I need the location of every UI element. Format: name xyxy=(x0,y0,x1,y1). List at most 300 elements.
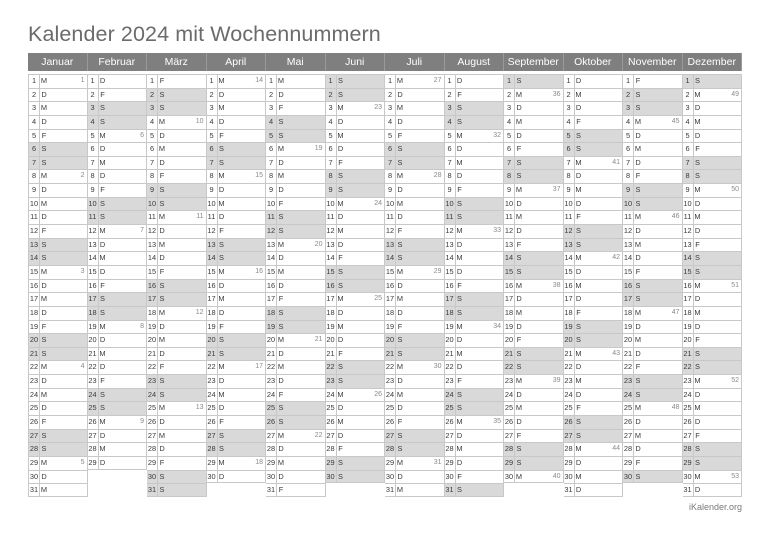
weekday-label: S xyxy=(41,144,47,154)
day-cell xyxy=(623,129,683,143)
weekday-label: M xyxy=(694,280,701,290)
day-cell xyxy=(147,483,207,497)
day-cell xyxy=(147,251,207,265)
day-number: 19 xyxy=(683,321,694,334)
day-cell xyxy=(326,238,386,252)
day-number: 11 xyxy=(29,211,40,224)
week-number: 46 xyxy=(671,213,680,221)
weekday-label: S xyxy=(159,89,165,99)
day-number: 15 xyxy=(623,266,634,279)
weekday-label: M xyxy=(99,417,106,427)
day-number: 18 xyxy=(623,307,634,320)
day-number: 4 xyxy=(385,116,396,129)
weekday-label: F xyxy=(516,239,522,249)
day-cell xyxy=(445,374,505,388)
day-number: 12 xyxy=(326,225,337,238)
weekday-label: F xyxy=(457,185,462,195)
day-number: 25 xyxy=(207,402,218,415)
day-cell xyxy=(326,142,386,156)
day-number: 10 xyxy=(326,198,337,211)
day-number: 3 xyxy=(88,102,99,115)
month-header: August xyxy=(445,53,505,71)
weekday-label: M xyxy=(218,76,225,85)
day-number: 19 xyxy=(326,321,337,334)
weekday-label: S xyxy=(516,253,522,263)
weekday-label: S xyxy=(219,348,224,358)
month-header: Mai xyxy=(266,53,326,71)
weekday-label: D xyxy=(694,485,701,495)
day-number: 26 xyxy=(683,416,694,429)
day-number: 25 xyxy=(29,402,40,415)
week-number: 26 xyxy=(374,390,382,398)
day-number: 16 xyxy=(266,280,277,293)
weekday-label: M xyxy=(634,403,642,413)
day-number: 6 xyxy=(623,143,634,156)
weekday-label: M xyxy=(337,226,344,236)
day-number: 10 xyxy=(385,198,396,211)
day-cell xyxy=(207,265,267,279)
day-cell xyxy=(326,470,386,484)
day-number: 1 xyxy=(29,75,40,88)
day-cell xyxy=(385,224,445,238)
day-cell xyxy=(207,279,267,293)
day-cell xyxy=(147,306,207,320)
day-cell xyxy=(564,483,624,497)
weekday-label: D xyxy=(456,266,463,276)
month-column xyxy=(326,53,386,497)
weekday-label: M xyxy=(634,116,642,126)
day-cell xyxy=(147,142,207,156)
day-number: 20 xyxy=(683,334,694,347)
month-header: Oktober xyxy=(564,53,624,71)
day-cell xyxy=(683,265,743,279)
day-number: 17 xyxy=(683,293,694,306)
day-number: 9 xyxy=(326,184,337,197)
weekday-label: S xyxy=(338,471,343,481)
day-cell xyxy=(623,115,683,129)
day-cell xyxy=(564,470,624,484)
day-cell xyxy=(683,197,743,211)
day-cell xyxy=(88,429,148,443)
day-cell xyxy=(385,115,445,129)
weekday-label: S xyxy=(457,103,462,113)
day-cell xyxy=(266,88,326,102)
weekday-label: M xyxy=(515,403,523,413)
day-number: 20 xyxy=(266,334,277,347)
weekday-label: M xyxy=(40,485,48,495)
day-number: 22 xyxy=(683,361,694,374)
day-number: 21 xyxy=(504,348,515,361)
day-cell xyxy=(445,401,505,415)
weekday-label: D xyxy=(159,348,165,358)
day-number: 11 xyxy=(385,211,396,224)
weekday-label: S xyxy=(397,144,403,154)
day-cell xyxy=(207,197,267,211)
day-cell xyxy=(207,251,267,265)
day-number: 18 xyxy=(266,307,277,320)
weekday-label: F xyxy=(397,321,403,331)
weekday-label: D xyxy=(516,321,522,331)
day-number: 19 xyxy=(385,321,396,334)
weekday-label: D xyxy=(516,389,522,399)
day-cell xyxy=(385,320,445,334)
day-cell xyxy=(207,401,267,415)
day-number: 24 xyxy=(266,389,277,402)
weekday-label: F xyxy=(635,362,641,372)
day-cell xyxy=(623,88,683,102)
day-number: 17 xyxy=(326,293,337,306)
day-number: 30 xyxy=(504,471,514,481)
weekday-label: S xyxy=(219,335,224,345)
weekday-label: M xyxy=(337,294,344,304)
day-cell xyxy=(88,388,148,402)
weekday-label: M xyxy=(694,376,701,386)
day-cell xyxy=(207,347,267,361)
week-number: 38 xyxy=(552,281,561,289)
day-cell xyxy=(266,292,326,306)
day-cell xyxy=(207,388,267,402)
day-cell xyxy=(28,251,88,265)
weekday-label: S xyxy=(41,239,47,249)
day-number: 14 xyxy=(147,252,158,265)
weekday-label: D xyxy=(575,103,582,113)
weekday-label: D xyxy=(278,471,284,481)
weekday-label: D xyxy=(159,444,165,454)
day-cell xyxy=(385,360,445,374)
day-number: 17 xyxy=(623,293,634,306)
day-cell xyxy=(504,210,564,224)
day-cell xyxy=(445,156,505,170)
weekday-label: D xyxy=(99,430,106,440)
weekday-label: M xyxy=(515,185,523,195)
weekday-label: D xyxy=(278,280,284,290)
day-cell xyxy=(266,279,326,293)
weekday-label: S xyxy=(278,212,284,222)
weekday-label: M xyxy=(456,253,463,263)
day-number: 23 xyxy=(326,375,337,388)
day-number: 29 xyxy=(445,457,456,470)
week-number: 18 xyxy=(255,458,263,466)
week-number: 19 xyxy=(314,145,323,153)
day-cell xyxy=(28,347,88,361)
weekday-label: S xyxy=(397,444,403,454)
day-cell xyxy=(28,388,88,402)
day-cell xyxy=(683,360,743,374)
day-number: 8 xyxy=(207,170,218,183)
day-cell xyxy=(445,415,505,429)
day-cell xyxy=(28,129,88,143)
day-cell xyxy=(326,224,386,238)
day-cell xyxy=(88,415,148,429)
weekday-label: S xyxy=(635,471,641,481)
day-number: 5 xyxy=(29,130,40,143)
day-number: 14 xyxy=(504,252,515,265)
day-number: 8 xyxy=(326,170,337,183)
day-cell xyxy=(564,238,624,252)
day-number: 7 xyxy=(88,157,99,170)
day-number: 8 xyxy=(385,170,396,183)
weekday-label: S xyxy=(397,253,403,263)
weekday-label: F xyxy=(100,185,105,195)
weekday-label: S xyxy=(576,430,581,440)
day-cell xyxy=(683,306,743,320)
week-number: 1 xyxy=(80,77,85,84)
weekday-label: F xyxy=(695,144,700,154)
day-number: 24 xyxy=(564,389,575,402)
day-number: 18 xyxy=(445,307,456,320)
day-cell xyxy=(28,333,88,347)
day-cell xyxy=(504,115,564,129)
day-cell xyxy=(88,333,148,347)
day-cell xyxy=(147,442,207,456)
day-cell xyxy=(385,442,445,456)
day-cell xyxy=(504,456,564,470)
day-number: 19 xyxy=(623,321,634,334)
day-number: 3 xyxy=(29,102,40,115)
day-number: 29 xyxy=(504,457,515,470)
day-number: 29 xyxy=(147,457,158,470)
weekday-label: F xyxy=(457,376,462,386)
weekday-label: M xyxy=(694,307,701,317)
weekday-label: M xyxy=(396,457,404,467)
day-number: 18 xyxy=(88,307,99,320)
day-number: 6 xyxy=(207,143,218,156)
day-number: 18 xyxy=(326,307,337,320)
day-cell xyxy=(445,292,505,306)
day-cell xyxy=(623,429,683,443)
day-number: 8 xyxy=(504,170,515,183)
weekday-label: F xyxy=(159,76,165,85)
day-cell xyxy=(147,292,207,306)
day-cell xyxy=(88,142,148,156)
weekday-label: F xyxy=(576,403,581,413)
weekday-label: M xyxy=(456,417,463,427)
day-number: 12 xyxy=(445,225,456,238)
day-number: 3 xyxy=(147,102,158,115)
weekday-label: M xyxy=(40,266,48,276)
day-number: 23 xyxy=(683,375,694,388)
day-cell xyxy=(623,333,683,347)
day-number: 20 xyxy=(326,334,337,347)
day-cell xyxy=(445,129,505,143)
day-cell xyxy=(28,415,88,429)
day-cell xyxy=(207,360,267,374)
day-number: 11 xyxy=(147,211,158,224)
weekday-label: D xyxy=(278,89,284,99)
day-number: 14 xyxy=(88,252,99,265)
day-number: 16 xyxy=(445,280,456,293)
day-cell xyxy=(385,142,445,156)
weekday-label: S xyxy=(695,171,700,181)
day-number: 12 xyxy=(623,225,634,238)
weekday-label: D xyxy=(41,307,47,317)
weekday-label: D xyxy=(218,471,225,481)
day-number: 22 xyxy=(564,361,575,374)
weekday-label: D xyxy=(41,89,47,99)
day-number: 23 xyxy=(147,375,158,388)
day-cell xyxy=(88,88,148,102)
day-cell xyxy=(504,197,564,211)
day-cell xyxy=(266,183,326,197)
day-cell xyxy=(207,456,267,470)
weekday-label: S xyxy=(278,417,284,427)
day-cell xyxy=(207,238,267,252)
day-number: 10 xyxy=(623,198,634,211)
day-number: 23 xyxy=(266,375,277,388)
day-number: 27 xyxy=(29,430,40,443)
weekday-label: D xyxy=(456,430,463,440)
day-number: 9 xyxy=(207,184,218,197)
weekday-label: S xyxy=(338,76,343,85)
day-number: 1 xyxy=(385,75,396,88)
weekday-label: D xyxy=(218,212,225,222)
weekday-label: F xyxy=(457,471,462,481)
day-number: 9 xyxy=(445,184,456,197)
weekday-label: D xyxy=(278,157,284,167)
day-cell xyxy=(266,388,326,402)
weekday-label: D xyxy=(397,403,403,413)
weekday-label: S xyxy=(516,266,522,276)
day-number: 4 xyxy=(266,116,277,129)
day-number: 21 xyxy=(266,348,277,361)
day-number: 30 xyxy=(445,471,456,484)
weekday-label: D xyxy=(41,212,47,222)
week-number: 6 xyxy=(140,131,144,139)
day-cell xyxy=(88,442,148,456)
weekday-label: S xyxy=(576,130,581,140)
footer-brand: iKalender.org xyxy=(688,502,742,512)
weekday-label: D xyxy=(41,185,47,195)
weekday-label: D xyxy=(575,457,582,467)
day-number: 29 xyxy=(683,457,694,470)
weekday-label: D xyxy=(635,321,641,331)
weekday-label: D xyxy=(694,198,701,208)
day-cell xyxy=(147,156,207,170)
weekday-label: D xyxy=(337,144,344,154)
weekday-label: S xyxy=(159,198,165,208)
day-number: 23 xyxy=(385,375,396,388)
day-cell xyxy=(504,224,564,238)
day-cell xyxy=(623,442,683,456)
week-number: 47 xyxy=(671,308,680,316)
day-number: 22 xyxy=(29,361,40,374)
day-number: 13 xyxy=(385,239,396,252)
day-number: 26 xyxy=(147,416,158,429)
weekday-label: D xyxy=(575,485,582,495)
weekday-label: S xyxy=(635,389,641,399)
day-cell xyxy=(683,129,743,143)
weekday-label: D xyxy=(575,294,582,304)
weekday-label: F xyxy=(635,266,641,276)
day-number: 9 xyxy=(147,184,158,197)
day-cell xyxy=(564,156,624,170)
day-cell xyxy=(28,374,88,388)
weekday-label: M xyxy=(40,389,48,399)
day-cell xyxy=(683,279,743,293)
day-number: 5 xyxy=(266,130,277,143)
day-number: 22 xyxy=(504,361,515,374)
day-number: 22 xyxy=(385,361,396,374)
weekday-label: S xyxy=(576,226,581,236)
day-number: 26 xyxy=(445,416,456,429)
day-cell xyxy=(266,169,326,183)
day-cell xyxy=(683,388,743,402)
day-number: 7 xyxy=(326,157,337,170)
day-cell xyxy=(28,320,88,334)
weekday-label: M xyxy=(218,389,225,399)
day-cell xyxy=(266,74,326,88)
day-number: 22 xyxy=(445,361,456,374)
weekday-label: M xyxy=(40,171,48,181)
day-number: 28 xyxy=(147,443,158,456)
weekday-label: S xyxy=(100,116,105,126)
day-cell xyxy=(28,115,88,129)
weekday-label: F xyxy=(278,198,284,208)
day-number: 18 xyxy=(504,307,515,320)
day-cell xyxy=(683,333,743,347)
weekday-label: D xyxy=(41,116,47,126)
weekday-label: S xyxy=(516,171,522,181)
day-cell xyxy=(504,320,564,334)
weekday-label: M xyxy=(277,76,285,85)
weekday-label: D xyxy=(575,389,582,399)
day-number: 2 xyxy=(385,89,396,102)
day-number: 5 xyxy=(683,130,694,143)
weekday-label: S xyxy=(159,389,165,399)
weekday-label: S xyxy=(635,185,641,195)
day-cell xyxy=(266,251,326,265)
weekday-label: M xyxy=(456,226,463,236)
day-cell xyxy=(564,333,624,347)
day-cell xyxy=(266,129,326,143)
weekday-label: D xyxy=(337,430,344,440)
day-cell xyxy=(504,374,564,388)
day-number: 28 xyxy=(29,443,40,456)
day-number: 28 xyxy=(385,443,396,456)
day-number: 31 xyxy=(147,485,157,495)
day-number: 20 xyxy=(623,334,634,347)
day-number: 17 xyxy=(88,293,99,306)
day-cell xyxy=(88,292,148,306)
day-number: 19 xyxy=(504,321,515,334)
weekday-label: D xyxy=(218,185,225,195)
day-number: 5 xyxy=(504,130,515,143)
day-number: 1 xyxy=(683,75,694,88)
weekday-label: M xyxy=(396,485,404,495)
day-number: 12 xyxy=(207,225,218,238)
day-number: 26 xyxy=(88,416,99,429)
day-number: 2 xyxy=(445,89,456,102)
weekday-label: S xyxy=(397,335,403,345)
day-cell xyxy=(445,251,505,265)
day-cell xyxy=(88,360,148,374)
weekday-label: M xyxy=(515,89,523,99)
month-header: März xyxy=(147,53,207,71)
weekday-label: M xyxy=(337,389,344,399)
day-number: 28 xyxy=(326,443,337,456)
day-cell xyxy=(385,347,445,361)
weekday-label: D xyxy=(635,417,641,427)
day-cell xyxy=(88,101,148,115)
day-number: 20 xyxy=(385,334,396,347)
day-cell xyxy=(326,333,386,347)
day-cell xyxy=(504,251,564,265)
day-number: 24 xyxy=(445,389,456,402)
weekday-label: M xyxy=(99,253,106,263)
day-number: 4 xyxy=(623,116,634,129)
day-number: 12 xyxy=(385,225,396,238)
day-number: 6 xyxy=(147,143,158,156)
